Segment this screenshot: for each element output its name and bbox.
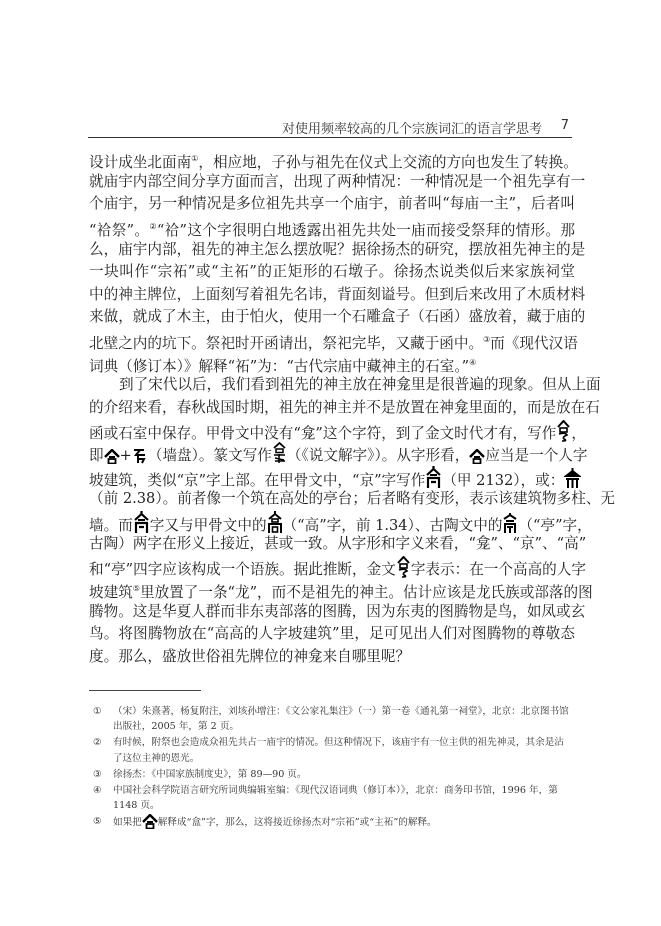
- paragraph-1-line: 一块叫作“宗祏”或“主祏”的正矩形的石墩子。徐扬杰说类似后来家族祠堂: [89, 263, 575, 281]
- paragraph-2-line: 墙。而 字又与甲骨文中的 （“高”字，前 1.34）、古陶文中的 （“亭”字，: [89, 510, 575, 533]
- paragraph-2-line: 坡建筑⑤里放置了一条“龙”，而不是祖先的神主。估计应该是龙氏族或部落的图: [89, 584, 593, 602]
- footnote-text: （宋）朱熹著，杨复附注，刘垓孙增注：《文公家礼集注》（一）第一卷《通礼第一祠堂》，北京：北京图书馆出版社，2005 年，第 2 页。: [113, 706, 569, 733]
- paragraph-2-line: 度。那么，盛放世俗祖先牌位的神龛来自哪里呢？: [89, 648, 411, 666]
- paragraph-2-line: 坡建筑，类似“京”字上部。在甲骨文中，“京”字写作 （甲 2132），或：: [89, 465, 575, 488]
- footnote-number: ②: [93, 737, 102, 749]
- footnote-reference[interactable]: ①: [191, 154, 199, 163]
- footnote-text: 中国社会科学院语言研究所词典编辑室编：《现代汉语词典（修订本）》，北京：商务印书馆，1996 年，第 1148 页。: [113, 785, 558, 812]
- paragraph-2-line: 腾物。这是华夏人群而非东夷部落的图腾，因为东夷的图腾物是鸟，如凤或玄: [89, 602, 586, 620]
- footnote-divider: [89, 690, 201, 691]
- footnote-item: [93, 704, 573, 734]
- zhuan-kan-glyph-icon: [272, 442, 287, 464]
- jing-a-glyph-icon: [133, 510, 150, 534]
- footnotes: [93, 704, 573, 832]
- footnote-text: 有时候，附祭也会造成众祖先共占一庙宇的情况。但这种情况下，该庙宇有一位主供的祖先神灵，其余是沾了这位主神的恩光。: [113, 737, 564, 764]
- jinwen-kan-glyph-icon: [556, 420, 571, 442]
- jing-a-glyph-icon: [425, 465, 442, 489]
- paragraph-1-line: 么，庙宇内部，祖先的神主怎么摆放呢？据徐扬杰的研究，摆放祖先神主的是: [89, 240, 586, 258]
- footnote-item: [93, 814, 573, 830]
- dragon-glyph-icon: [132, 447, 148, 464]
- paragraph-1-line: 北壁之内的坑下。祭祀时开函请出，祭祀完毕，又藏于函中。③而《现代汉语: [89, 335, 578, 353]
- paragraph-2-line: 古陶）两字在形义上接近，甚或一致。从字形和字义来看，“龛”、“京”、“高”: [89, 534, 587, 552]
- footnote-reference[interactable]: ④: [469, 357, 477, 367]
- paragraph-1-line: 设计成坐北面南①，相应地，子孙与祖先在仪式上交流的方向也发生了转换。: [89, 154, 578, 171]
- paragraph-2-line: 鸟。将图腾物放在“高高的人字坡建筑”里，足可见出人们对图腾物的尊敬态: [89, 625, 575, 643]
- paragraph-2-line: 函或石室中保存。甲骨文中没有“龛”这个字符，到了金文时代才有，写作 ，: [89, 420, 575, 443]
- body-text: [89, 148, 616, 669]
- running-header-title: 对使用频率较高的几个宗族词汇的语言学思考: [281, 122, 542, 137]
- footnote-text: 徐扬杰：《中国家族制度史》，第 89—90 页。: [113, 768, 307, 780]
- paragraph-1-line: 个庙宇，另一种情况是多位祖先共享一个庙宇，前者叫“每庙一主”，后者叫: [89, 195, 575, 213]
- roof-she-glyph-icon: [142, 814, 158, 829]
- footnote-reference[interactable]: ②: [149, 221, 157, 231]
- jing-b-glyph-icon: [564, 467, 581, 489]
- footnote-number: ①: [93, 706, 102, 717]
- paragraph-2-line: 和“亭”四字应该构成一个语族。据此推断，金文 字表示：在一个高高的人字: [89, 556, 575, 579]
- footnote-item: [93, 767, 573, 782]
- paragraph-2-line: 即 + （墙盘）。篆文写作 （《说文解字》）。从字形看， 应当是一个人字: [89, 442, 575, 465]
- footnote-reference[interactable]: ③: [483, 335, 491, 345]
- gao-glyph-icon: [267, 510, 283, 534]
- footnote-item: [93, 783, 573, 813]
- jinwen-kan-glyph-icon: [396, 556, 411, 578]
- running-header: [88, 117, 572, 138]
- footnote-text: 如果把 解释成“盒”字，那么，这将接近徐扬杰对“宗祏”或“主祏”的解释。: [113, 817, 437, 828]
- paragraph-1-line: 中的神主牌位，上面刻写着祖先名讳，背面刻谥号。但到后来改用了木质材料: [89, 285, 586, 303]
- paragraph-2-line: （前 2.38）。前者像一个筑在高处的亭台；后者略有变形，表示该建筑物多柱、无: [89, 489, 616, 507]
- roof-she-glyph-icon: [104, 449, 120, 464]
- footnote-number: ③: [93, 768, 102, 780]
- footnote-item: [93, 735, 573, 765]
- paragraph-1-line: 就庙宇内部空间分享方面而言，出现了两种情况：一种情况是一个祖先享有一: [89, 172, 586, 190]
- page-number: 7: [560, 118, 569, 133]
- paragraph-1-line: 词典（修订本）》解释“祏”为：“古代宗庙中藏神主的石室。”④: [89, 357, 477, 375]
- footnote-number: ⑤: [93, 816, 102, 828]
- paragraph-1-line: 来做，就成了木主，由于怕火，使用一个石雕盒子（石函）盛放着，藏于庙的: [89, 308, 586, 326]
- roof-she-glyph-icon: [469, 449, 485, 464]
- paragraph-1-line: “祫祭”。②“祫”这个字很明白地透露出祖先共处一庙而接受祭拜的情形。那: [89, 221, 575, 239]
- paragraph-2-line: 到了宋代以后，我们看到祖先的神主放在神龛里是很普遍的现象。但从上面: [119, 376, 601, 394]
- paragraph-2-line: 的介绍来看，春秋战国时期，祖先的神主并不是放置在神龛里面的，而是放在石: [89, 399, 600, 417]
- footnote-reference[interactable]: ⑤: [132, 584, 140, 594]
- ting-glyph-icon: [502, 512, 518, 534]
- footnote-number: ④: [93, 785, 102, 797]
